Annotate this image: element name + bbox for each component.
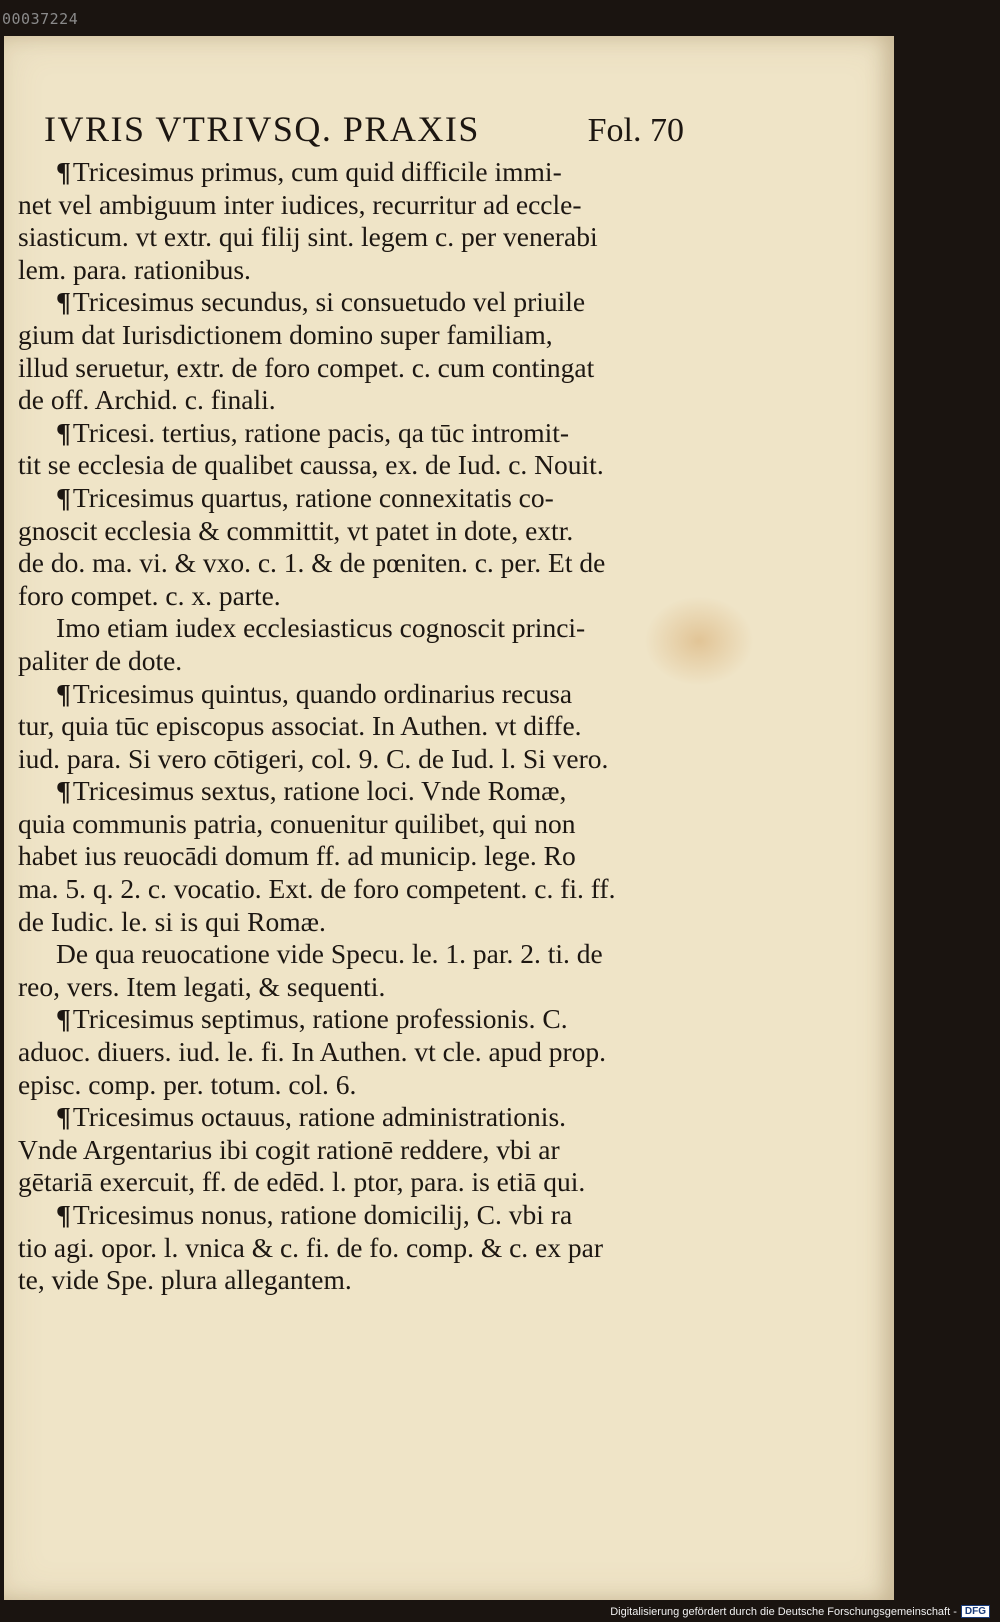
text-line-content: paliter de dote. bbox=[18, 644, 183, 676]
text-line-content: de Iudic. le. si is qui Romæ. bbox=[18, 905, 326, 937]
text-line-content: de do. ma. vi. & vxo. c. 1. & de pœniten. c. per. Et de bbox=[18, 547, 606, 579]
text-line-content: lem. para. rationibus. bbox=[18, 253, 251, 285]
text-line bbox=[18, 775, 678, 808]
text-line bbox=[18, 971, 678, 1004]
text-line bbox=[18, 580, 678, 613]
text-line bbox=[18, 1101, 678, 1134]
text-line bbox=[18, 1166, 678, 1199]
paragraph-mark-icon: ¶ bbox=[56, 481, 71, 513]
text-line bbox=[18, 384, 678, 417]
text-line bbox=[18, 678, 678, 711]
text-line-content: Tricesimus quartus, ratione connexitatis co- bbox=[72, 481, 554, 513]
text-line bbox=[18, 254, 678, 287]
paragraph-mark-icon: ¶ bbox=[56, 775, 71, 807]
scan-id: 00037224 bbox=[2, 10, 79, 28]
text-line-content: Tricesimus secundus, si consuetudo vel priuile bbox=[72, 286, 586, 318]
text-line-content: te, vide Spe. plura allegantem. bbox=[18, 1264, 352, 1296]
folio-number: Fol. 70 bbox=[587, 112, 684, 149]
paragraph-mark-icon: ¶ bbox=[56, 1003, 71, 1035]
paragraph-mark-icon: ¶ bbox=[56, 1101, 71, 1133]
paragraph-mark-icon: ¶ bbox=[56, 416, 71, 448]
text-line-content: gnoscit ecclesia & committit, vt patet in dote, extr. bbox=[18, 514, 574, 546]
text-line bbox=[18, 873, 678, 906]
text-line-content: siasticum. vt extr. qui filij sint. legem c. per venerabi bbox=[18, 221, 598, 253]
text-line-content: gium dat Iurisdictionem domino super familiam, bbox=[18, 318, 553, 350]
text-line-content: Tricesimus primus, cum quid difficile immi- bbox=[72, 156, 562, 187]
text-line-content: ma. 5. q. 2. c. vocatio. Ext. de foro competent. c. fi. ff. bbox=[18, 873, 616, 905]
text-line bbox=[18, 840, 678, 873]
text-line-content: Tricesimus septimus, ratione professionis. C. bbox=[72, 1003, 568, 1035]
running-title: IVRIS VTRIVSQ. PRAXIS bbox=[44, 109, 480, 149]
text-line-content: Imo etiam iudex ecclesiasticus cognoscit princi- bbox=[56, 612, 586, 644]
text-line bbox=[18, 189, 678, 222]
text-line bbox=[18, 482, 678, 515]
footer-credit bbox=[610, 1605, 990, 1618]
text-line-content: reo, vers. Item legati, & sequenti. bbox=[18, 970, 386, 1002]
dfg-logo: DFG bbox=[961, 1605, 990, 1618]
text-line-content: net vel ambiguum inter iudices, recurritur ad eccle- bbox=[18, 188, 582, 220]
text-line bbox=[18, 417, 678, 450]
text-line bbox=[18, 612, 678, 645]
text-line-content: quia communis patria, conuenitur quilibet, qui non bbox=[18, 807, 576, 839]
text-line bbox=[18, 1232, 678, 1265]
text-line bbox=[18, 1003, 678, 1036]
text-line-content: Tricesi. tertius, ratione pacis, qa tūc intromit- bbox=[72, 416, 570, 448]
text-line bbox=[18, 547, 678, 580]
text-line bbox=[18, 286, 678, 319]
text-line-content: tur, quia tūc episcopus associat. In Authen. vt diffe. bbox=[18, 710, 582, 742]
text-line-content: Tricesimus octauus, ratione administrationis. bbox=[72, 1101, 567, 1133]
text-line-content: tio agi. opor. l. vnica & c. fi. de fo. comp. & c. ex par bbox=[18, 1231, 603, 1263]
text-line bbox=[18, 1036, 678, 1069]
text-line bbox=[18, 710, 678, 743]
text-line bbox=[18, 156, 678, 189]
text-line bbox=[18, 743, 678, 776]
text-line bbox=[18, 808, 678, 841]
text-line-content: tit se ecclesia de qualibet caussa, ex. de Iud. c. Nouit. bbox=[18, 449, 604, 481]
text-line-content: illud seruetur, extr. de foro compet. c. cum contingat bbox=[18, 351, 595, 383]
text-line bbox=[18, 1264, 678, 1297]
footer-credit-text: Digitalisierung gefördert durch die Deutsche Forschungsgemeinschaft - bbox=[610, 1605, 957, 1618]
text-line bbox=[18, 221, 678, 254]
text-line-content: iud. para. Si vero cōtigeri, col. 9. C. de Iud. l. Si vero. bbox=[18, 742, 609, 774]
text-line-content: Tricesimus nonus, ratione domicilij, C. vbi ra bbox=[72, 1199, 573, 1230]
text-line bbox=[18, 938, 678, 971]
text-line-content: Tricesimus sextus, ratione loci. Vnde Romæ, bbox=[72, 775, 567, 807]
text-line bbox=[18, 645, 678, 678]
paragraph-mark-icon: ¶ bbox=[56, 677, 71, 709]
text-line-content: habet ius reuocādi domum ff. ad municip. lege. Ro bbox=[18, 840, 576, 872]
text-line-content: gētariā exercuit, ff. de edēd. l. ptor, para. is etiā qui. bbox=[18, 1166, 586, 1198]
text-line-content: Vnde Argentarius ibi cogit rationē reddere, vbi ar bbox=[18, 1133, 560, 1165]
text-line bbox=[18, 1069, 678, 1102]
text-line bbox=[18, 449, 678, 482]
text-line-content: episc. comp. per. totum. col. 6. bbox=[18, 1068, 357, 1100]
paragraph-mark-icon: ¶ bbox=[56, 1199, 71, 1230]
paragraph-mark-icon: ¶ bbox=[56, 286, 71, 318]
text-line bbox=[18, 515, 678, 548]
body-text bbox=[18, 156, 678, 1297]
text-line bbox=[18, 1134, 678, 1167]
text-line bbox=[18, 906, 678, 939]
text-line bbox=[18, 319, 678, 352]
text-line bbox=[18, 352, 678, 385]
page-header bbox=[44, 108, 684, 150]
text-line-content: aduoc. diuers. iud. le. fi. In Authen. vt cle. apud prop. bbox=[18, 1036, 607, 1068]
paragraph-mark-icon: ¶ bbox=[56, 156, 71, 187]
text-line-content: de off. Archid. c. finali. bbox=[18, 384, 276, 416]
text-line-content: Tricesimus quintus, quando ordinarius recusa bbox=[72, 677, 573, 709]
text-line-content: foro compet. c. x. parte. bbox=[18, 579, 281, 611]
text-line bbox=[18, 1199, 678, 1232]
book-page bbox=[4, 36, 894, 1600]
text-line-content: De qua reuocatione vide Specu. le. 1. par. 2. ti. de bbox=[56, 938, 603, 970]
